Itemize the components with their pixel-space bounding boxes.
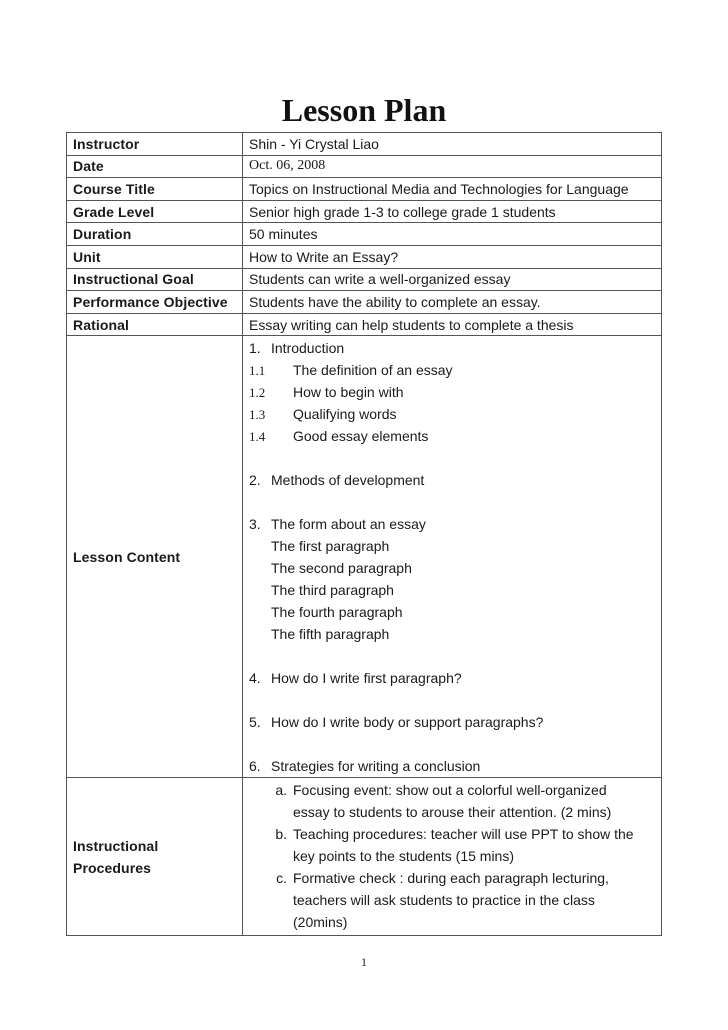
row-label: Date [67, 155, 243, 178]
row-label: Course Title [67, 178, 243, 201]
paragraph-line: The first paragraph [271, 538, 390, 555]
procedure-item: a. Focusing event: show out a colorful well-organized essay to students to arouse their attention. (2 mins) [275, 782, 612, 821]
row-label: Performance Objective [67, 291, 243, 314]
spacer [249, 491, 655, 513]
subsection-item: 1.2 How to begin with [249, 384, 404, 401]
row-label: Rational [67, 313, 243, 336]
row-value: Students have the ability to complete an essay. [243, 291, 662, 314]
row-duration [67, 223, 662, 246]
row-label: Grade Level [67, 200, 243, 223]
lesson-content-list [243, 336, 662, 778]
row-label: Instructional Goal [67, 268, 243, 291]
section-item: 3. The form about an essay [249, 516, 426, 533]
paragraph-line: The second paragraph [271, 560, 412, 577]
row-value: Oct. 06, 2008 [243, 155, 662, 178]
row-label: Duration [67, 223, 243, 246]
row-lesson-content [67, 336, 662, 778]
subsection-item: 1.3 Qualifying words [249, 406, 397, 423]
section-item: 5. How do I write body or support paragraphs? [249, 714, 544, 731]
row-date [67, 155, 662, 178]
row-label: Instructor [67, 133, 243, 156]
row-course-title [67, 178, 662, 201]
spacer [249, 645, 655, 667]
section-item: 4. How do I write first paragraph? [249, 670, 462, 687]
row-rational [67, 313, 662, 336]
spacer [249, 447, 655, 469]
row-label: Instructional Procedures [67, 778, 243, 936]
procedures-list [243, 778, 662, 936]
row-value: Topics on Instructional Media and Technologies for Language [243, 178, 662, 201]
document-title: Lesson Plan [281, 92, 447, 128]
row-unit [67, 245, 662, 268]
spacer [249, 733, 655, 755]
paragraph-line: The fourth paragraph [271, 604, 403, 621]
procedure-item: c. Formative check : during each paragraph lecturing, teachers will ask students to practice in the class (20mins) [276, 870, 609, 931]
section-item: 2. Methods of development [249, 472, 425, 489]
lesson-plan-table [66, 132, 662, 936]
paragraph-line: The fifth paragraph [271, 626, 390, 643]
row-value: 50 minutes [243, 223, 662, 246]
row-value: Senior high grade 1-3 to college grade 1 students [243, 200, 662, 223]
row-value: Students can write a well-organized essay [243, 268, 662, 291]
row-instructor [67, 133, 662, 156]
row-label: Unit [67, 245, 243, 268]
paragraph-line: The third paragraph [271, 582, 394, 599]
row-value: Shin - Yi Crystal Liao [243, 133, 662, 156]
subsection-item: 1.4 Good essay elements [249, 428, 429, 445]
row-instructional-goal [67, 268, 662, 291]
section-item: 1. Introduction [249, 340, 345, 357]
section-item: 6. Strategies for writing a conclusion [249, 758, 481, 775]
row-performance-objective [67, 291, 662, 314]
subsection-item: 1.1 The definition of an essay [249, 362, 453, 379]
row-grade-level [67, 200, 662, 223]
row-value: Essay writing can help students to complete a thesis [243, 313, 662, 336]
page-number: 1 [361, 955, 367, 969]
row-instructional-procedures [67, 778, 662, 936]
row-label: Lesson Content [67, 336, 243, 778]
spacer [249, 689, 655, 711]
row-value: How to Write an Essay? [243, 245, 662, 268]
procedure-item: b. Teaching procedures: teacher will use PPT to show the key points to the students (15 mins) [275, 826, 634, 865]
